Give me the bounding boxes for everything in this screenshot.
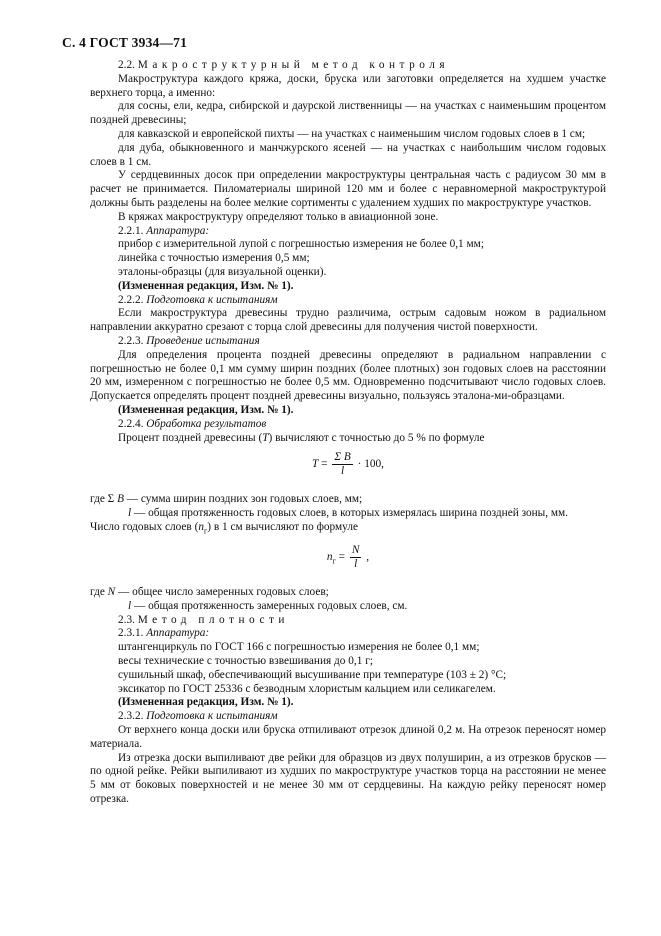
- list-item: штангенциркуль по ГОСТ 166 с погрешностью измерения не более 0,1 мм;: [118, 641, 480, 654]
- section-number: 2.2.2.: [118, 293, 144, 306]
- section-title: Метод плотности: [137, 613, 289, 626]
- formula-legend: l — общая протяженность годовых слоев, в которых измерялась ширина поздней зоны, мм.: [128, 507, 569, 520]
- section-title: Аппаратура:: [146, 627, 210, 640]
- section-title: Аппаратура:: [146, 224, 210, 237]
- formula-legend: где Σ B — сумма ширин поздних зон годовых слоев, мм;: [90, 493, 363, 506]
- section-2-3-1-heading: [90, 627, 606, 641]
- page-header: С. 4 ГОСТ 3934—71: [62, 35, 188, 50]
- list-item: сушильный шкаф, обеспечивающий высушивание при температуре (103 ± 2) °С;: [118, 668, 507, 681]
- list-item: прибор с измерительной лупой с погрешностью измерения не более 0,1 мм;: [118, 238, 484, 251]
- paragraph: Число годовых слоев $(n_г)$ в 1 см вычисляют по формуле: [90, 520, 358, 536]
- document-body: [90, 59, 606, 807]
- paragraph: Процент поздней древесины (T) вычисляют с точностью до 5 % по формуле: [118, 431, 485, 444]
- paragraph: Макроструктура каждого кряжа, доски, бруска или заготовки определяется на худшем участке верхнего торца, а именно:: [90, 72, 606, 99]
- formula-legend: l — общая протяженность замеренных годовых слоев, см.: [128, 599, 408, 612]
- paragraph: для сосны, ели, кедра, сибирской и даурской лиственницы — на участках с наименьшим процентом поздней древесины;: [90, 100, 606, 127]
- section-number: 2.3.1.: [118, 627, 144, 640]
- section-number: 2.3.: [118, 613, 135, 626]
- paragraph: для кавказской и европейской пихты — на участках с наименьшим числом годовых слоев в 1 см;: [118, 127, 586, 140]
- amendment-note: (Измененная редакция, Изм. № 1).: [118, 279, 294, 292]
- list-item: линейка с точностью измерения 0,5 мм;: [118, 252, 310, 265]
- section-2-2-2-heading: [90, 294, 606, 308]
- section-number: 2.3.2.: [118, 710, 144, 723]
- section-title: Обработка результатов: [146, 417, 267, 430]
- formula-late-wood: T = $\frac{\text{Σ B}}{l}$ · 100,: [312, 451, 384, 478]
- list-item: эталоны-образцы (для визуальной оценки).: [118, 265, 327, 278]
- list-item: весы технические с точностью взвешивания до 0,1 г;: [118, 654, 373, 667]
- section-number: 2.2.1.: [118, 224, 144, 237]
- paragraph: Если макроструктура древесины трудно различима, острым садовым ножом в радиальном направлении аккуратно срезают с торца слой древесины для получения чистой поверхности.: [90, 307, 606, 334]
- paragraph: В кряжах макроструктуру определяют только в авиационной зоне.: [118, 210, 439, 223]
- list-item: эксикатор по ГОСТ 25336 с безводным хлористым кальцием или селикагелем.: [118, 682, 496, 695]
- amendment-note: (Измененная редакция, Изм. № 1).: [118, 403, 294, 416]
- section-number: 2.2.: [118, 59, 135, 71]
- fraction: $\frac{N}{l}$: [351, 543, 360, 570]
- amendment-note: (Измененная редакция, Изм. № 1).: [118, 696, 294, 709]
- section-title: Проведение испытания: [146, 334, 260, 347]
- section-number: 2.2.3.: [118, 334, 144, 347]
- formula-ring-count: $n_г$ = $\frac{N}{l}$ ,: [326, 543, 370, 570]
- section-number: 2.2.4.: [118, 417, 144, 430]
- paragraph: Для определения процента поздней древесины определяют в радиальном направлении с погрешностью не более 0,1 мм сумму ширин поздних (более плотных) зон годовых слоев на расстоянии 20 мм, измеренном с погрешностью не более 0,5 мм. Одновременно подсчитывают число годовых слоев. Допускается определять процент поздней древесины визуально, пользуясь эталона-ми-образцами.: [90, 348, 606, 403]
- paragraph: для дуба, обыкновенного и манчжурского ясеней — на участках с наибольшим числом годовых слоев в 1 см.: [90, 141, 606, 168]
- section-2-2-heading: [90, 59, 606, 73]
- paragraph: У сердцевинных досок при определении макроструктуры центральная часть с радиусом 30 мм в расчет не принимается. Пиломатериалы шириной 120 мм и более с неравномерной макроструктурой должны быть разделены на более мелкие сортименты с удалением худших по макроструктуре участков.: [90, 169, 606, 209]
- section-title: Макроструктурный метод контроля: [137, 59, 450, 71]
- paragraph: От верхнего конца доски или бруска отпиливают отрезок длиной 0,2 м. На отрезок переносят номер материала.: [90, 723, 606, 750]
- section-title: Подготовка к испытаниям: [146, 293, 278, 306]
- fraction: $\frac{\text{Σ B}}{l}$: [334, 451, 351, 478]
- section-2-3-2-heading: [90, 710, 606, 724]
- section-title: Подготовка к испытаниям: [146, 710, 278, 723]
- section-2-3-heading: [90, 614, 606, 628]
- section-2-2-4-heading: [90, 418, 606, 432]
- section-2-2-3-heading: [90, 335, 606, 349]
- paragraph: Из отрезка доски выпиливают две рейки для образцов из двух полуширин, а из отрезков брусков — по одной рейке. Рейки выпиливают из худших по макроструктуре участков торца на расстоянии не менее 5 мм от боковых поверхностей и не менее 30 мм от сердцевины. На каждую рейку переносят номер отрезка.: [90, 751, 606, 805]
- section-2-2-1-heading: [90, 225, 606, 239]
- formula-legend: где N — общее число замеренных годовых слоев;: [90, 585, 329, 598]
